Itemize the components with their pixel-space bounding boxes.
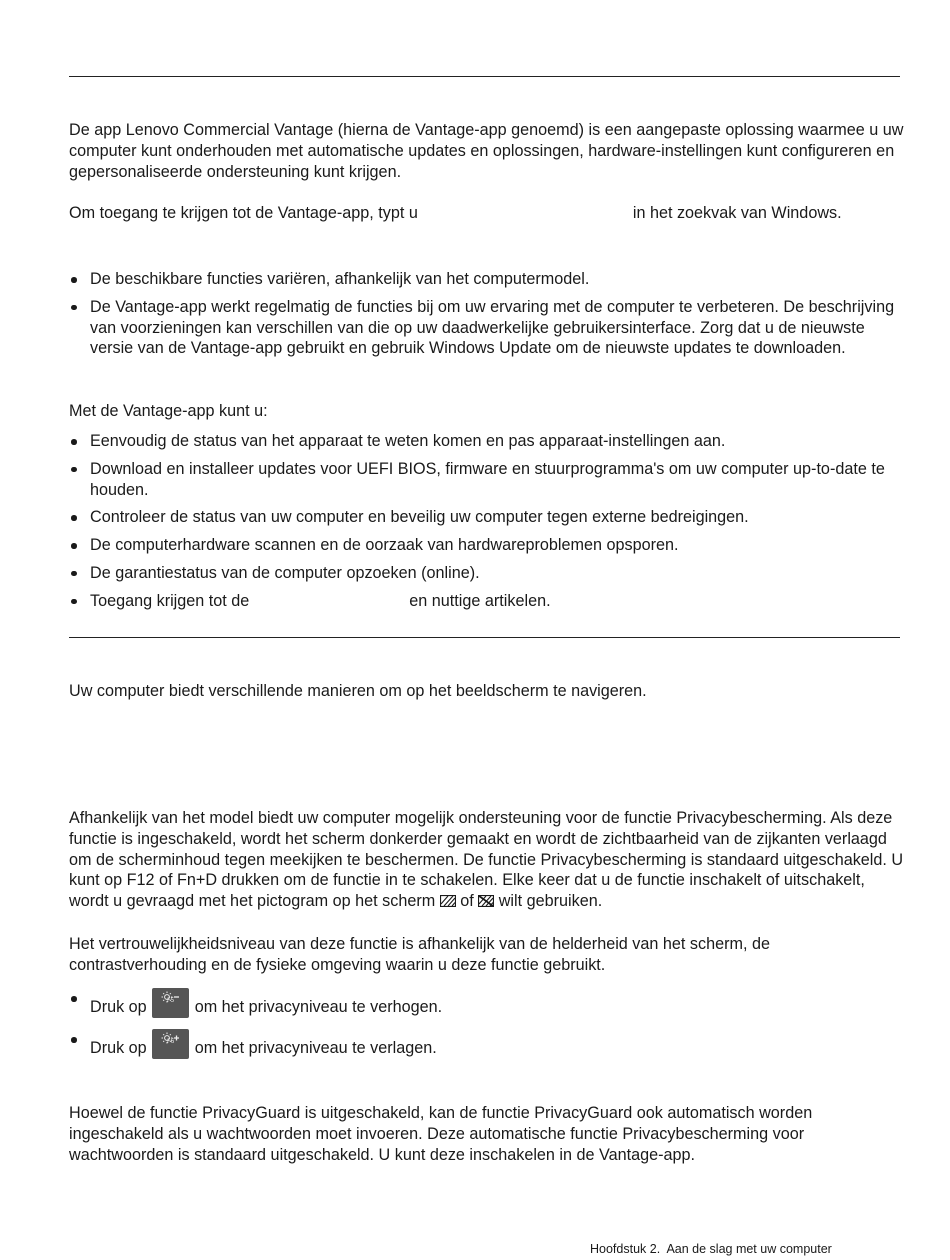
- privacy-auto-paragraph: Hoewel de functie PrivacyGuard is uitgeschakeld, kan de functie PrivacyGuard ook automatisch worden ingeschakeld als u wachtwoorden moet invoeren. Deze automatische functie Privacybescherming voor wachtwoorden is standaard uitgeschakeld. U kunt deze inschakelen in de Vantage-app.: [69, 1104, 813, 1164]
- note-item: De Vantage-app werkt regelmatig de functies bij om uw ervaring met de computer te verbeteren. De beschrijving van voorzieningen kan verschillen van die op uw daadwerkelijke gebruikersinterface. Zorg dat u de nieuwste versie van de Vantage-app gebruikt en gebruik Windows Update om de nieuwste updates te downloaden.: [69, 297, 904, 359]
- privacy-decrease-text: om het privacyniveau te verlagen.: [194, 1039, 437, 1057]
- feature-item: De garantiestatus van de computer opzoeken (online).: [69, 563, 904, 584]
- section-divider-top: [69, 76, 900, 77]
- privacy-increase-item: [69, 988, 904, 1022]
- privacy-increase-text: om het privacyniveau te verhogen.: [194, 998, 443, 1016]
- f5-key-label: F5: [167, 997, 175, 1004]
- f5-key: [152, 988, 189, 1018]
- section-divider-middle: [69, 637, 900, 638]
- vantage-access-paragraph: [69, 203, 904, 224]
- feature-item: [69, 591, 904, 612]
- vantage-notes-list: [69, 269, 904, 359]
- note-item: De beschikbare functies variëren, afhankelijk van het computermodel.: [69, 269, 904, 290]
- f6-key: [152, 1029, 189, 1059]
- privacy-or-text: of: [460, 892, 474, 911]
- privacy-guard-text: Afhankelijk van het model biedt uw computer mogelijk ondersteuning voor de functie Privacybescherming. Als deze functie is ingeschakeld, wordt het scherm donkerder gemaakt en wordt de zichtbaarheid van de zijkanten verlaagd om de scherminhoud tegen meekijken te beschermen. De functie Privacybescherming is standaard uitgeschakeld. U kunt op F12 of Fn+D drukken om de functie in te schakelen. Elke keer dat u de functie inschakelt of uitschakelt, wordt u gevraagd met het pictogram op het scherm: [69, 809, 904, 911]
- feature-item: Eenvoudig de status van het apparaat te weten komen en pas apparaat-instellingen aan.: [69, 431, 904, 452]
- feature-item: Controleer de status van uw computer en beveilig uw computer tegen externe bedreigingen.: [69, 507, 904, 528]
- press-prefix: Druk op: [90, 998, 147, 1016]
- vantage-capabilities-intro: Met de Vantage-app kunt u:: [69, 402, 268, 420]
- f6-key-label: F6: [167, 1038, 175, 1045]
- vantage-features-list: [69, 431, 904, 612]
- page-footer: [590, 1242, 832, 1256]
- privacy-off-icon: [478, 895, 494, 907]
- privacy-end-text: wilt gebruiken.: [498, 892, 603, 911]
- privacy-level-paragraph: Het vertrouwelijkheidsniveau van deze functie is afhankelijk van de helderheid van het scherm, de contrastverhouding en de fysieke omgeving waarin u deze functie gebruikt.: [69, 935, 770, 974]
- vantage-intro-paragraph: De app Lenovo Commercial Vantage (hierna de Vantage-app genoemd) is een aangepaste oplossing waarmee u uw computer kunt onderhouden met automatische updates en oplossingen, hardware-instellingen kunt configureren en gepersonaliseerde ondersteuning kunt krijgen.: [69, 121, 904, 181]
- feature-text-after: en nuttige artikelen.: [409, 591, 551, 610]
- feature-text-before: Toegang krijgen tot de: [90, 591, 250, 610]
- vantage-access-text-after: in het zoekvak van Windows.: [632, 204, 842, 222]
- privacy-decrease-item: [69, 1029, 904, 1063]
- footer-chapter: Hoofdstuk 2.: [590, 1242, 661, 1256]
- privacy-keys-list: [69, 988, 904, 1063]
- privacy-guard-paragraph: [69, 808, 904, 912]
- vantage-access-text-before: Om toegang te krijgen tot de Vantage-app, typt u: [69, 204, 418, 222]
- feature-item: Download en installeer updates voor UEFI BIOS, firmware en stuurprogramma's om uw computer up-to-date te houden.: [69, 459, 904, 501]
- navigation-intro-paragraph: Uw computer biedt verschillende manieren om op het beeldscherm te navigeren.: [69, 682, 647, 700]
- press-prefix: Druk op: [90, 1039, 147, 1057]
- footer-title: Aan de slag met uw computer: [666, 1242, 832, 1256]
- feature-item: De computerhardware scannen en de oorzaak van hardwareproblemen opsporen.: [69, 535, 904, 556]
- privacy-on-icon: [440, 895, 456, 907]
